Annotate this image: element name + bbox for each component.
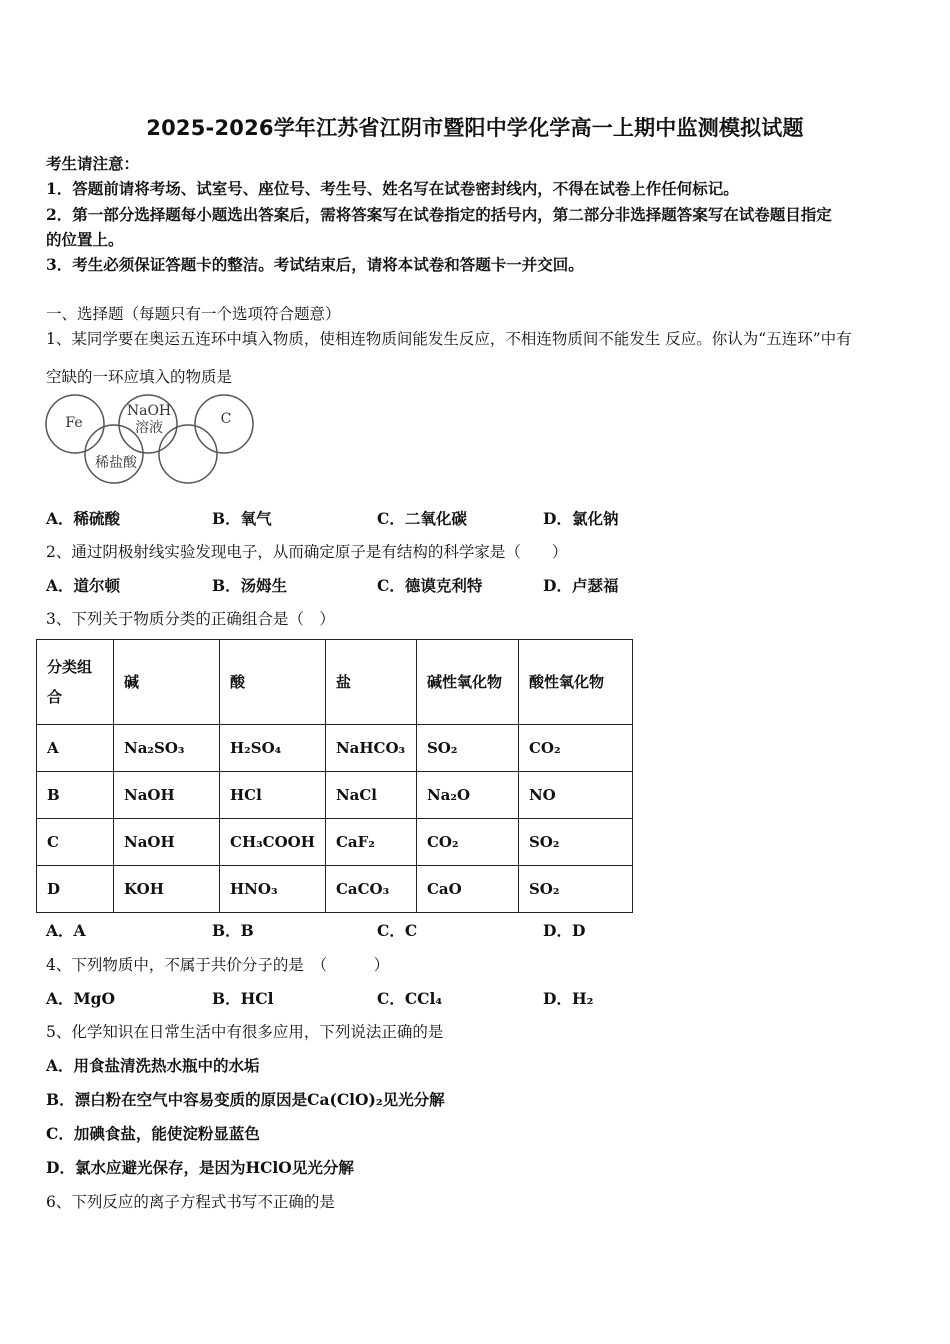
table-cell: CO₂ xyxy=(416,819,518,866)
ring-label-c: C xyxy=(220,411,232,427)
table-cell: A xyxy=(37,725,114,772)
table-cell: NO xyxy=(518,772,632,819)
table-cell: CaF₂ xyxy=(325,819,416,866)
table-cell: Na₂SO₃ xyxy=(114,725,220,772)
q3-stem: 3、下列关于物质分类的正确组合是（ ） xyxy=(46,610,335,628)
table-cell: KOH xyxy=(114,866,220,913)
table-row xyxy=(37,866,633,913)
q2-option-a[interactable]: A．道尔顿 xyxy=(46,576,121,595)
ring-label-hcl: 稀盐酸 xyxy=(95,455,137,471)
table-row xyxy=(37,772,633,819)
table-header-row xyxy=(37,640,633,725)
header-acidic-oxide: 酸性氧化物 xyxy=(518,640,632,725)
q1-option-d[interactable]: D．氯化钠 xyxy=(543,509,619,528)
q6-stem: 6、下列反应的离子方程式书写不正确的是 xyxy=(46,1193,335,1211)
ring-empty xyxy=(159,425,217,483)
q4-option-c[interactable]: C．CCl₄ xyxy=(377,989,443,1008)
header-group: 分类组合 xyxy=(37,640,114,725)
q5-option-b[interactable]: B．漂白粉在空气中容易变质的原因是Ca(ClO)₂见光分解 xyxy=(46,1090,445,1109)
table-cell: SO₂ xyxy=(518,819,632,866)
header-base: 碱 xyxy=(114,640,220,725)
olympic-rings-diagram xyxy=(44,392,256,488)
section-heading: 一、选择题（每题只有一个选项符合题意） xyxy=(46,305,341,323)
table-cell: CaCO₃ xyxy=(325,866,416,913)
q1-option-b[interactable]: B．氧气 xyxy=(212,509,272,528)
table-cell: HCl xyxy=(220,772,326,819)
table-cell: NaOH xyxy=(114,819,220,866)
table-cell: HNO₃ xyxy=(220,866,326,913)
q2-option-b[interactable]: B．汤姆生 xyxy=(212,576,288,595)
q3-option-a[interactable]: A．A xyxy=(46,921,86,940)
q3-option-b[interactable]: B．B xyxy=(212,921,254,940)
q5-option-c[interactable]: C．加碘食盐，能使淀粉显蓝色 xyxy=(46,1124,260,1143)
ring-label-fe: Fe xyxy=(65,415,83,431)
header-salt: 盐 xyxy=(325,640,416,725)
notice-item-2: 2．第一部分选择题每小题选出答案后，需将答案写在试卷指定的括号内，第二部分非选择题答案写在试卷题目指定 xyxy=(46,205,832,224)
table-cell: B xyxy=(37,772,114,819)
table-cell: SO₂ xyxy=(416,725,518,772)
table-cell: CaO xyxy=(416,866,518,913)
notice-item-2-cont: 的位置上。 xyxy=(46,230,124,249)
q4-option-d[interactable]: D．H₂ xyxy=(543,989,594,1008)
table-cell: D xyxy=(37,866,114,913)
notice-item-3: 3．考生必须保证答题卡的整洁。考试结束后，请将本试卷和答题卡一并交回。 xyxy=(46,255,584,274)
table-cell: NaOH xyxy=(114,772,220,819)
header-basic-oxide: 碱性氧化物 xyxy=(416,640,518,725)
notice-heading: 考生请注意： xyxy=(46,154,140,173)
table-cell: H₂SO₄ xyxy=(220,725,326,772)
q5-option-a[interactable]: A．用食盐清洗热水瓶中的水垢 xyxy=(46,1056,260,1075)
q5-option-d[interactable]: D．氯水应避光保存，是因为HClO见光分解 xyxy=(46,1158,354,1177)
q1-option-c[interactable]: C．二氧化碳 xyxy=(377,509,467,528)
table-row xyxy=(37,725,633,772)
q1-option-a[interactable]: A．稀硫酸 xyxy=(46,509,121,528)
table-cell: SO₂ xyxy=(518,866,632,913)
q2-stem: 2、通过阴极射线实验发现电子，从而确定原子是有结构的科学家是（ ） xyxy=(46,543,568,561)
notice-item-1: 1．答题前请将考场、试室号、座位号、考生号、姓名写在试卷密封线内，不得在试卷上作任何标记。 xyxy=(46,179,739,198)
header-acid: 酸 xyxy=(220,640,326,725)
table-cell: C xyxy=(37,819,114,866)
table-cell: CH₃COOH xyxy=(220,819,326,866)
q2-option-c[interactable]: C．德谟克利特 xyxy=(377,576,483,595)
q1-stem-line1: 1、某同学要在奥运五连环中填入物质，使相连物质间能发生反应，不相连物质间不能发生 反应。你认为“五连环”中有 xyxy=(46,330,852,348)
q3-option-d[interactable]: D．D xyxy=(543,921,586,940)
table-cell: NaCl xyxy=(325,772,416,819)
table-cell: NaHCO₃ xyxy=(325,725,416,772)
classification-table xyxy=(36,639,633,913)
table-cell: Na₂O xyxy=(416,772,518,819)
ring-label-naoh: NaOH xyxy=(126,403,172,419)
q4-option-b[interactable]: B．HCl xyxy=(212,989,274,1008)
q3-option-c[interactable]: C．C xyxy=(377,921,418,940)
q2-option-d[interactable]: D．卢瑟福 xyxy=(543,576,619,595)
q4-option-a[interactable]: A．MgO xyxy=(46,989,116,1008)
table-row xyxy=(37,819,633,866)
q1-stem-line2: 空缺的一环应填入的物质是 xyxy=(46,368,233,386)
ring-label-solution: 溶液 xyxy=(135,420,163,436)
q5-stem: 5、化学知识在日常生活中有很多应用，下列说法正确的是 xyxy=(46,1023,444,1041)
q4-stem: 4、下列物质中，不属于共价分子的是 （ ） xyxy=(46,956,390,974)
table-cell: CO₂ xyxy=(518,725,632,772)
page-title: 2025-2026学年江苏省江阴市暨阳中学化学高一上期中监测模拟试题 xyxy=(146,116,804,140)
